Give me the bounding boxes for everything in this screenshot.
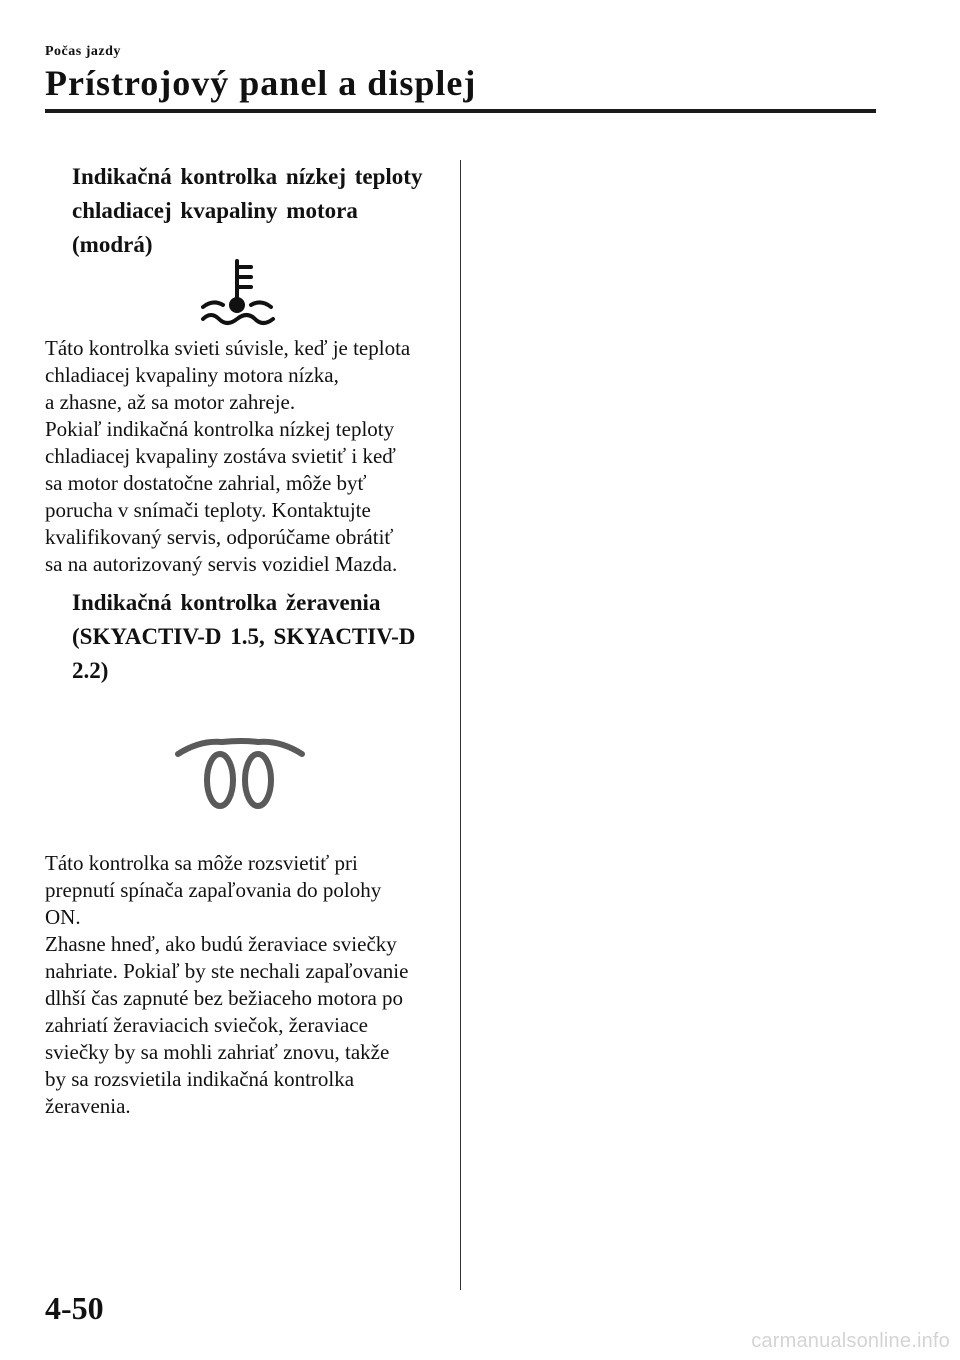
title-rule <box>45 109 876 113</box>
glow-plug-icon <box>170 732 310 817</box>
coolant-warning-body: Táto kontrolka svieti súvisle, keď je teplota chladiacej kvapaliny motora nízka, a zhasne, až sa motor zahreje. Pokiaľ indikačná kontrolka nízkej teploty chladiacej kvapaliny zostáva svietiť i keď sa motor dostatočne zahrial, môže byť porucha v snímači teploty. Kontaktujte kvalifikovaný servis, odporúčame obrátiť sa na autorizovaný servis vozidiel Mazda. <box>45 336 411 576</box>
glow-plug-heading: Indikačná kontrolka žeravenia (SKYACTIV-D 1.5, SKYACTIV-D 2.2) <box>72 590 416 683</box>
page-title: Prístrojový panel a displej <box>45 63 477 103</box>
column-divider <box>460 160 461 1290</box>
coolant-warning-heading: Indikačná kontrolka nízkej teploty chladiacej kvapaliny motora (modrá) <box>72 164 423 257</box>
watermark: carmanualsonline.info <box>751 1330 950 1352</box>
page-number: 4-50 <box>45 1290 104 1326</box>
low-coolant-temperature-icon <box>195 255 285 340</box>
section-label: Počas jazdy <box>45 44 121 59</box>
glow-plug-body: Táto kontrolka sa môže rozsvietiť pri prepnutí spínača zapaľovania do polohy ON. Zhasne hneď, ako budú žeraviace sviečky nahriate. Pokiaľ by ste nechali zapaľovanie dlhší čas zapnuté bez bežiaceho motora po zahriatí žeraviacich sviečok, žeraviace sviečky by sa mohli zahriať znovu, takže by sa rozsvietila indikačná kontrolka žeravenia. <box>45 851 409 1118</box>
